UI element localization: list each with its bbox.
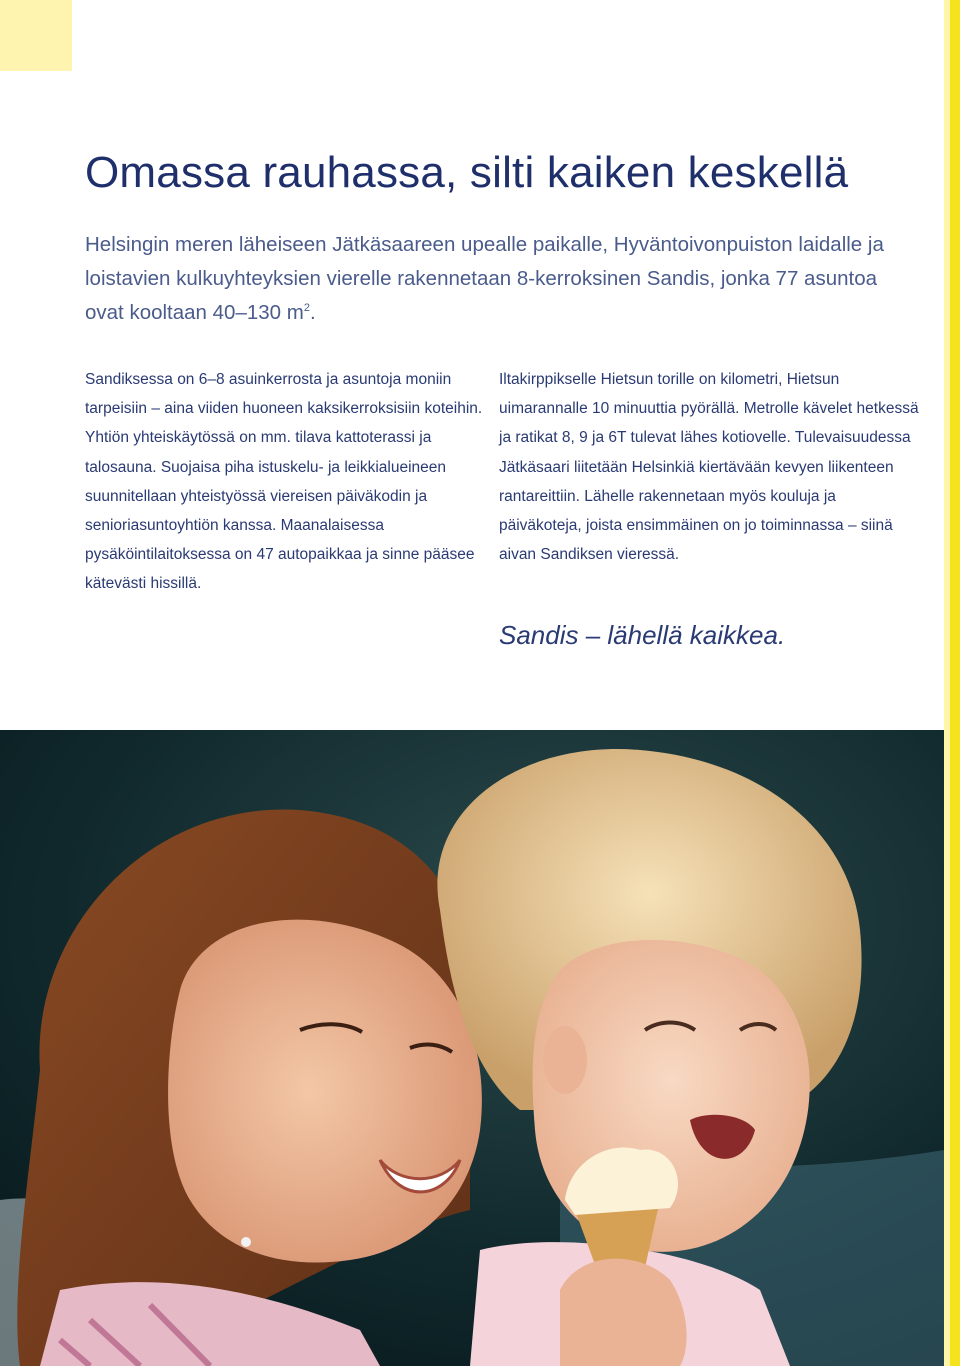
- lead-paragraph: [85, 228, 895, 330]
- body-column-right: Iltakirppikselle Hietsun torille on kilometri, Hietsun uimarannalle 10 minuuttia pyörällä. Metrolle kävelet hetkessä ja ratikat 8, 9 ja 6T tulevat lähes kotiovelle. Tulevaisuudessa Jätkäsaari liitetään Helsinkiä kiertävään kevyen liikenteen rantareittiin. Lähelle rakennetaan myös kouluja ja päiväkoteja, joista ensimmäinen on jo toiminnassa – siinä aivan Sandiksen vieressä.: [499, 371, 919, 564]
- family-photo: [0, 730, 944, 1366]
- woman-face: [168, 920, 482, 1263]
- lead-text: Helsingin meren läheiseen Jätkäsaareen upealle paikalle, Hyväntoivonpuiston laidalle ja loistavien kulkuyhteyksien vierelle rakennetaan 8-kerroksinen Sandis, jonka 77 asuntoa ovat kooltaan 40–130 m: [85, 233, 884, 324]
- page-title: Omassa rauhassa, silti kaiken keskellä: [85, 148, 849, 197]
- tagline: Sandis – lähellä kaikkea.: [499, 620, 786, 650]
- earring: [241, 1237, 251, 1247]
- corner-accent-block: [0, 0, 72, 71]
- lead-superscript: 2: [303, 302, 310, 315]
- body-column-left: Sandiksessa on 6–8 asuinkerrosta ja asuntoja moniin tarpeisiin – aina viiden huoneen kaksikerroksisiin koteihin. Yhtiön yhteiskäytössä on mm. tilava kattoterassi ja talosauna. Suojaisa piha istuskelu- ja leikkialueineen suunnitellaan yhteistyössä viereisen päiväkodin ja senioriasuntoyhtiön kanssa. Maanalaisessa pysäköintilaitoksessa on 47 autopaikkaa ja sinne pääsee kätevästi hissillä.: [85, 371, 483, 593]
- lead-end: .: [309, 301, 316, 324]
- yellow-edge-stripe: [944, 0, 960, 1366]
